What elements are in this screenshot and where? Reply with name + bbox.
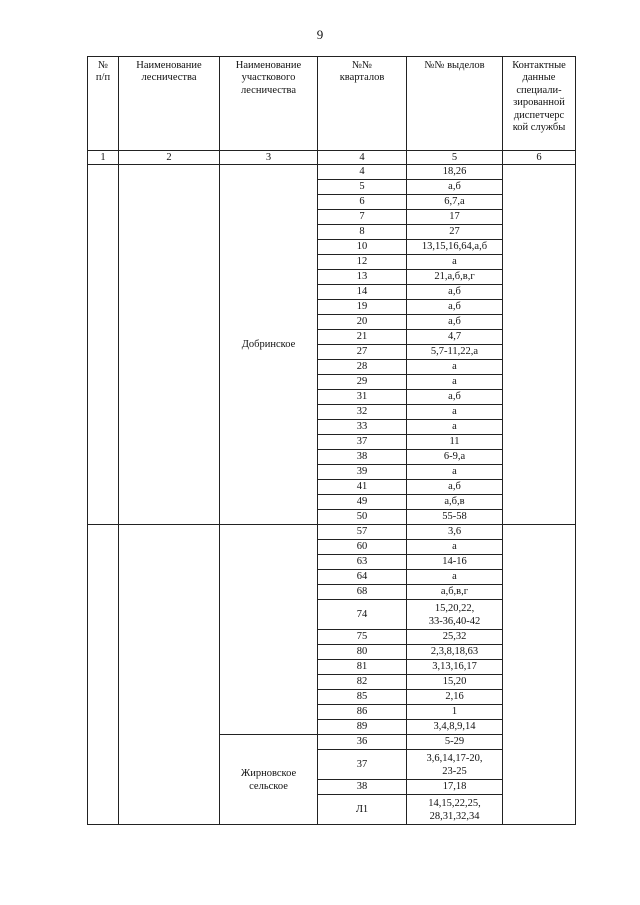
plots-cell: 18,26	[407, 165, 503, 180]
plots-cell: а	[407, 420, 503, 435]
quarter-cell: 12	[318, 255, 407, 270]
district-cell: Добринское	[220, 165, 318, 525]
plots-cell: а	[407, 465, 503, 480]
plots-cell: 27	[407, 225, 503, 240]
plots-cell: а,б	[407, 315, 503, 330]
table-body	[88, 165, 576, 825]
quarter-cell: 37	[318, 750, 407, 780]
quarter-cell: Л1	[318, 795, 407, 825]
quarter-cell: 4	[318, 165, 407, 180]
plots-cell: 5-29	[407, 735, 503, 750]
forestry-cell	[119, 165, 220, 525]
district-cell	[220, 525, 318, 735]
plots-cell: 21,а,б,в,г	[407, 270, 503, 285]
plots-cell: а	[407, 570, 503, 585]
quarter-cell: 81	[318, 660, 407, 675]
plots-cell: а,б	[407, 390, 503, 405]
plots-cell: 3,4,8,9,14	[407, 720, 503, 735]
plots-cell: 11	[407, 435, 503, 450]
quarter-cell: 64	[318, 570, 407, 585]
quarter-cell: 6	[318, 195, 407, 210]
quarter-cell: 89	[318, 720, 407, 735]
page-number: 9	[316, 27, 324, 42]
quarter-cell: 37	[318, 435, 407, 450]
quarter-cell: 13	[318, 270, 407, 285]
plots-cell: а,б	[407, 300, 503, 315]
quarter-cell: 19	[318, 300, 407, 315]
quarter-cell: 8	[318, 225, 407, 240]
plots-cell: 2,16	[407, 690, 503, 705]
quarter-cell: 57	[318, 525, 407, 540]
index-cell	[88, 165, 119, 525]
column-header-contacts: Контактные данные специали- зированной диспетчерс кой службы	[503, 57, 576, 151]
quarter-cell: 50	[318, 510, 407, 525]
plots-cell: 15,20	[407, 675, 503, 690]
plots-cell: 6,7,а	[407, 195, 503, 210]
plots-cell: 3,6	[407, 525, 503, 540]
quarter-cell: 32	[318, 405, 407, 420]
plots-cell: 13,15,16,64,а,б	[407, 240, 503, 255]
quarter-cell: 21	[318, 330, 407, 345]
quarter-cell: 80	[318, 645, 407, 660]
forest-plots-table	[87, 56, 576, 825]
plots-cell: а,б	[407, 285, 503, 300]
quarter-cell: 20	[318, 315, 407, 330]
plots-cell: 3,13,16,17	[407, 660, 503, 675]
district-cell: Жирновское сельское	[220, 735, 318, 825]
plots-cell: а	[407, 405, 503, 420]
contacts-cell	[503, 525, 576, 825]
plots-cell: 5,7-11,22,а	[407, 345, 503, 360]
quarter-cell: 33	[318, 420, 407, 435]
plots-cell: 17	[407, 210, 503, 225]
column-header-quarters: №№ кварталов	[318, 57, 407, 151]
quarter-cell: 41	[318, 480, 407, 495]
quarter-cell: 49	[318, 495, 407, 510]
quarter-cell: 36	[318, 735, 407, 750]
column-number: 4	[318, 151, 407, 165]
quarter-cell: 86	[318, 705, 407, 720]
column-header-index: № п/п	[88, 57, 119, 151]
table-row	[88, 525, 576, 540]
quarter-cell: 38	[318, 450, 407, 465]
plots-cell: а	[407, 255, 503, 270]
plots-cell: а,б	[407, 180, 503, 195]
table-row	[88, 165, 576, 180]
plots-cell: 55-58	[407, 510, 503, 525]
plots-cell: 3,6,14,17-20, 23-25	[407, 750, 503, 780]
quarter-cell: 60	[318, 540, 407, 555]
plots-cell: 14-16	[407, 555, 503, 570]
quarter-cell: 28	[318, 360, 407, 375]
column-header-forestry: Наименование лесничества	[119, 57, 220, 151]
column-number: 3	[220, 151, 318, 165]
plots-cell: 25,32	[407, 630, 503, 645]
plots-cell: а	[407, 360, 503, 375]
plots-cell: а,б	[407, 480, 503, 495]
column-number: 1	[88, 151, 119, 165]
column-number: 5	[407, 151, 503, 165]
quarter-cell: 5	[318, 180, 407, 195]
quarter-cell: 85	[318, 690, 407, 705]
column-number: 2	[119, 151, 220, 165]
quarter-cell: 14	[318, 285, 407, 300]
plots-cell: 6-9,а	[407, 450, 503, 465]
quarter-cell: 74	[318, 600, 407, 630]
forestry-cell	[119, 525, 220, 825]
quarter-cell: 68	[318, 585, 407, 600]
quarter-cell: 7	[318, 210, 407, 225]
quarter-cell: 75	[318, 630, 407, 645]
plots-cell: 4,7	[407, 330, 503, 345]
quarter-cell: 27	[318, 345, 407, 360]
plots-cell: а,б,в	[407, 495, 503, 510]
plots-cell: 15,20,22, 33-36,40-42	[407, 600, 503, 630]
quarter-cell: 10	[318, 240, 407, 255]
plots-cell: 2,3,8,18,63	[407, 645, 503, 660]
plots-cell: а	[407, 375, 503, 390]
plots-cell: 14,15,22,25, 28,31,32,34	[407, 795, 503, 825]
index-cell	[88, 525, 119, 825]
plots-cell: а,б,в,г	[407, 585, 503, 600]
quarter-cell: 38	[318, 780, 407, 795]
quarter-cell: 82	[318, 675, 407, 690]
column-number-row	[88, 151, 576, 165]
plots-cell: 1	[407, 705, 503, 720]
quarter-cell: 63	[318, 555, 407, 570]
column-header-plots: №№ выделов	[407, 57, 503, 151]
plots-cell: а	[407, 540, 503, 555]
plots-cell: 17,18	[407, 780, 503, 795]
column-header-district-forestry: Наименование участкового лесничества	[220, 57, 318, 151]
contacts-cell	[503, 165, 576, 525]
quarter-cell: 29	[318, 375, 407, 390]
quarter-cell: 31	[318, 390, 407, 405]
table-header-row	[88, 57, 576, 151]
quarter-cell: 39	[318, 465, 407, 480]
column-number: 6	[503, 151, 576, 165]
